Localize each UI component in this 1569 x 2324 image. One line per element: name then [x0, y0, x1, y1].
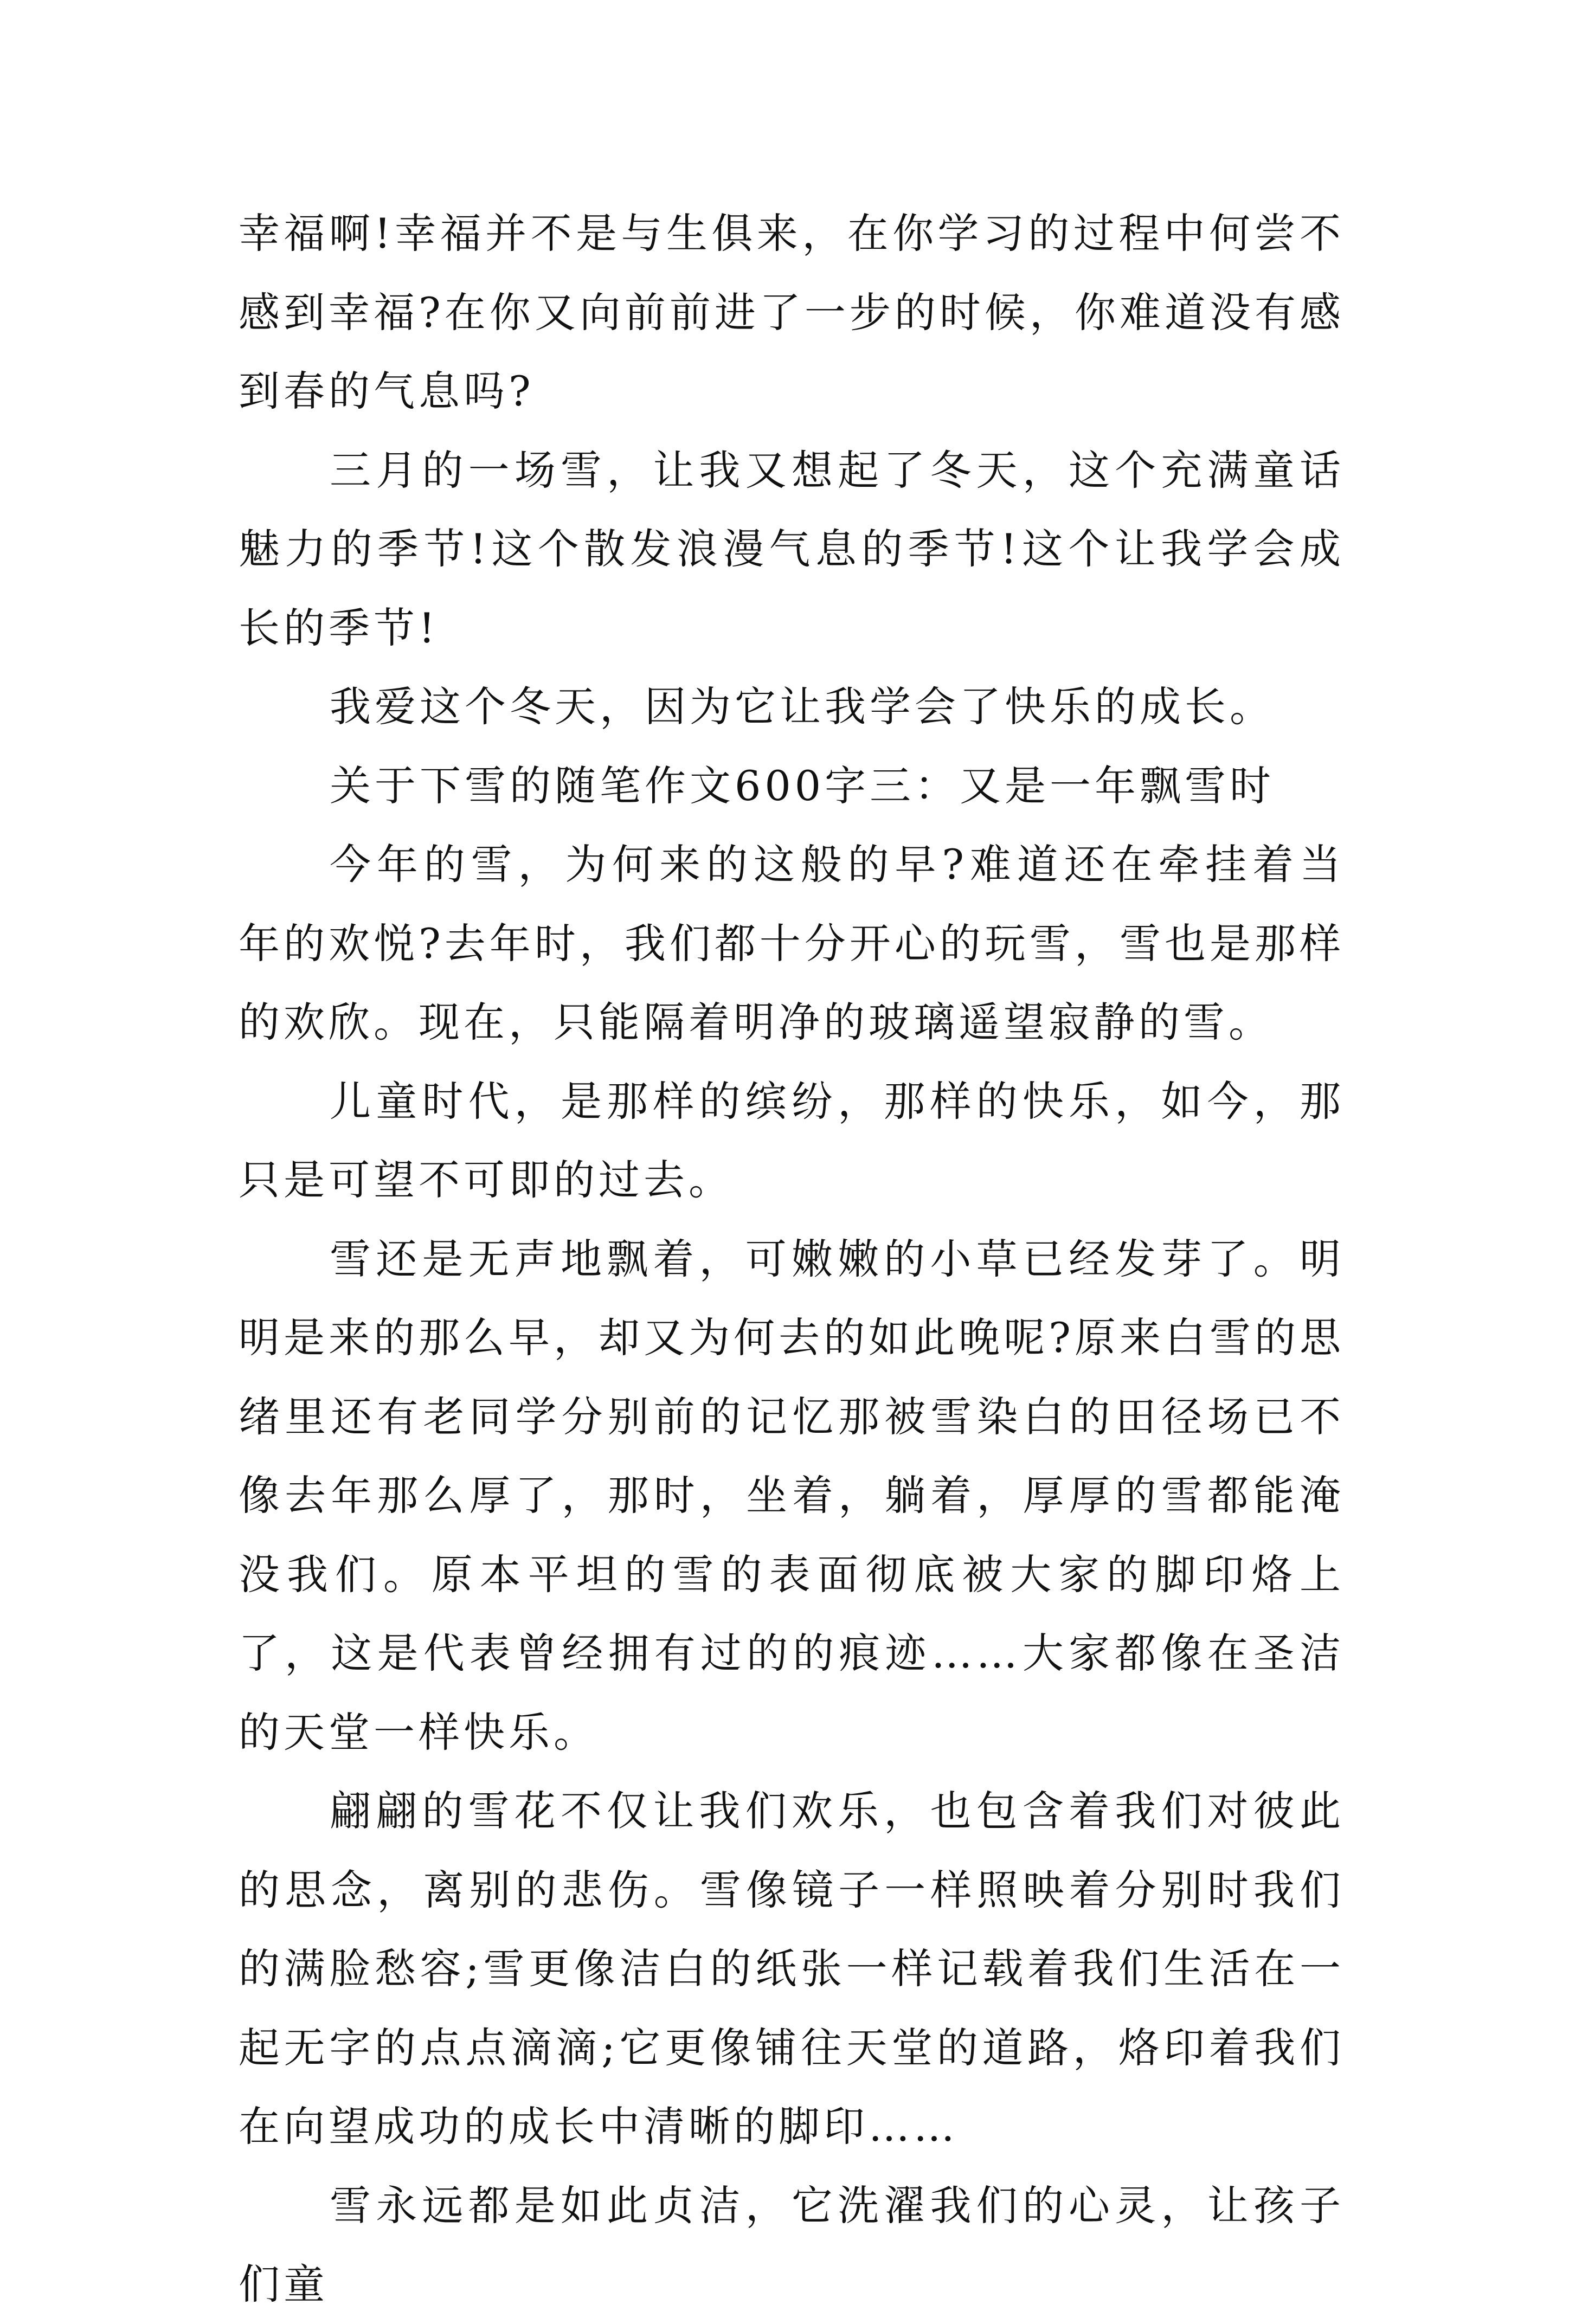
paragraph: 幸福啊!幸福并不是与生俱来，在你学习的过程中何尝不感到幸福?在你又向前前进了一步的时候，你难道没有感到春的气息吗? — [239, 209, 1345, 415]
paragraph: 今年的雪，为何来的这般的早?难道还在牵挂着当年的欢悦?去年时，我们都十分开心的玩雪，雪也是那样的欢欣。现在，只能隔着明净的玻璃遥望寂静的雪。 — [239, 840, 1345, 1046]
paragraph: 翩翩的雪花不仅让我们欢乐，也包含着我们对彼此的思念，离别的悲伤。雪像镜子一样照映着分别时我们的满脸愁容;雪更像洁白的纸张一样记载着我们生活在一起无字的点点滴滴;它更像铺往天堂的道路，烙印着我们在向望成功的成长中清晰的脚印…… — [239, 1787, 1345, 2151]
paragraph: 雪永远都是如此贞洁，它洗濯我们的心灵，让孩子们童 — [239, 2181, 1345, 2308]
paragraph: 儿童时代，是那样的缤纷，那样的快乐，如今，那只是可望不可即的过去。 — [239, 1077, 1345, 1204]
body-text — [239, 194, 1345, 2324]
paragraph: 雪还是无声地飘着，可嫩嫩的小草已经发芽了。明明是来的那么早，却又为何去的如此晚呢?原来白雪的思绪里还有老同学分别前的记忆那被雪染白的田径场已不像去年那么厚了，那时，坐着，躺着，厚厚的雪都能淹没我们。原本平坦的雪的表面彻底被大家的脚印烙上了，这是代表曾经拥有过的的痕迹……大家都像在圣洁的天堂一样快乐。 — [239, 1234, 1345, 1756]
paragraph: 我爱这个冬天，因为它让我学会了快乐的成长。 — [330, 683, 1275, 731]
section-heading: 关于下雪的随笔作文600字三：又是一年飘雪时 — [330, 761, 1275, 810]
paragraph: 三月的一场雪，让我又想起了冬天，这个充满童话魅力的季节!这个散发浪漫气息的季节!这个让我学会成长的季节! — [239, 446, 1345, 652]
